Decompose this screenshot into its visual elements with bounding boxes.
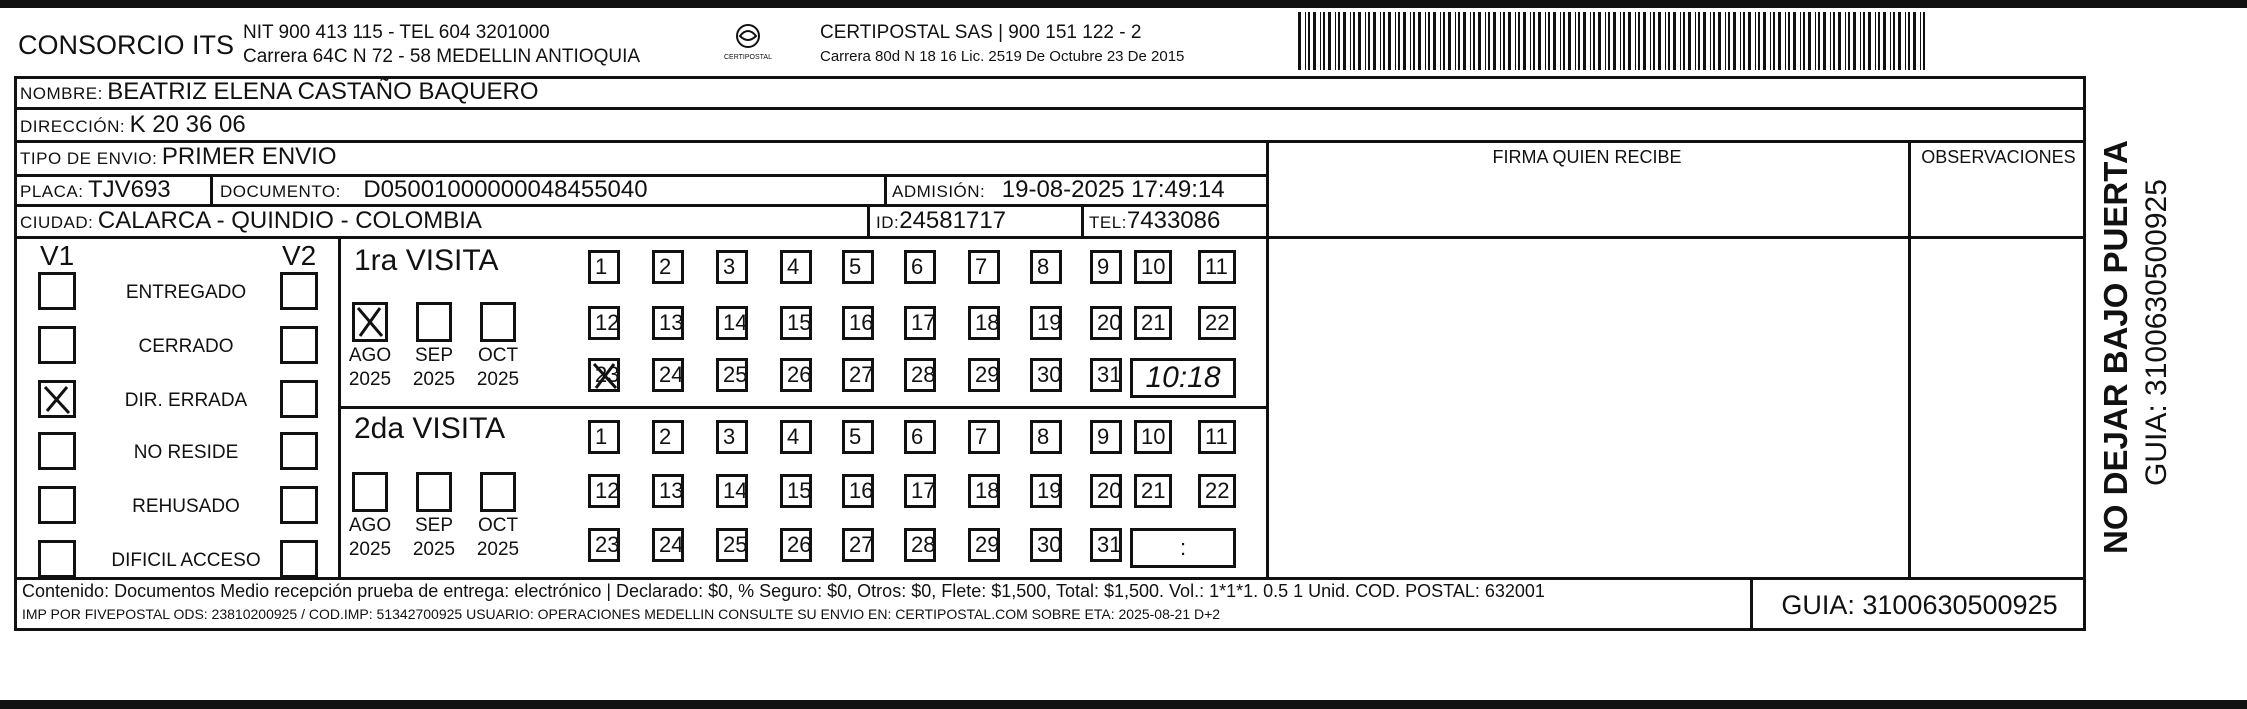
- row-line: [14, 107, 2086, 110]
- day-checkbox[interactable]: 7: [968, 420, 1000, 454]
- firma-label: FIRMA QUIEN RECIBE: [1492, 147, 1682, 167]
- visit-divider: [338, 406, 1268, 409]
- day-checkbox[interactable]: 8: [1030, 420, 1062, 454]
- col-line: [867, 204, 870, 238]
- tipo-row: [20, 143, 337, 171]
- id-value: 24581717: [899, 207, 1007, 234]
- direccion-value: K 20 36 06: [129, 111, 246, 138]
- day-checkbox[interactable]: 9: [1090, 250, 1122, 284]
- day-checkbox[interactable]: 25: [716, 528, 748, 562]
- month-label: OCT: [477, 515, 519, 536]
- footer-line2: IMP POR FIVEPOSTAL ODS: 23810200925 / COD.IMP: 51342700925 USUARIO: OPERACIONES MEDELLIN CONSULTE SU ENVIO EN: CERTIPOSTAL.COM SOBRE ETA: 2025-08-21 D+2: [22, 606, 1221, 622]
- day-checkbox[interactable]: 16: [842, 306, 874, 340]
- day-checkbox[interactable]: 23: [588, 528, 620, 562]
- day-checkbox[interactable]: 9: [1090, 420, 1122, 454]
- v1-checkbox[interactable]: [38, 380, 76, 418]
- day-checkbox[interactable]: 12: [588, 306, 620, 340]
- day-checkbox[interactable]: 26: [780, 528, 812, 562]
- v1-checkbox[interactable]: [38, 272, 76, 310]
- placa-value: TJV693: [87, 176, 171, 203]
- status-label: DIR. ERRADA: [124, 390, 248, 411]
- status-label: ENTREGADO: [125, 282, 247, 303]
- year-label: 2025: [476, 539, 520, 560]
- footer-line1: Contenido: Documentos Medio recepción prueba de entrega: electrónico | Declarado: $0, % Seguro: $0, Otros: $0, Flete: $1,500, Total: $1,500. Vol.: 1*1*1. 0.5 1 Unid. COD. POSTAL: 632001: [22, 581, 1545, 601]
- company-line2: Carrera 64C N 72 - 58 MEDELLIN ANTIOQUIA: [243, 46, 641, 67]
- company-name: CONSORCIO ITS: [18, 30, 235, 60]
- month-label: SEP: [414, 515, 454, 536]
- tipo-label: TIPO DE ENVIO:: [20, 149, 158, 168]
- v1-label: V1: [40, 240, 75, 271]
- logo-caption: CERTIPOSTAL: [724, 54, 772, 61]
- v1-checkbox[interactable]: [38, 540, 76, 578]
- ciudad-label: CIUDAD:: [20, 213, 94, 232]
- side-guia: GUIA: 3100630500925: [2140, 179, 2173, 486]
- row-line: [14, 577, 2086, 580]
- col-line: [884, 174, 887, 206]
- certipostal-line2: Carrera 80d N 18 16 Lic. 2519 De Octubre 23 De 2015: [820, 48, 1185, 65]
- admision-label: ADMISIÓN:: [892, 182, 986, 201]
- day-checkbox[interactable]: 22: [1198, 306, 1236, 340]
- day-checkbox[interactable]: 18: [968, 306, 1000, 340]
- month-checkbox[interactable]: [416, 302, 452, 342]
- day-checkbox[interactable]: 22: [1198, 474, 1236, 508]
- observaciones-label: OBSERVACIONES: [1921, 147, 2076, 167]
- direccion-label: DIRECCIÓN:: [20, 117, 126, 136]
- month-label: OCT: [477, 345, 519, 366]
- day-checkbox[interactable]: 3: [716, 420, 748, 454]
- tel-value: 7433086: [1126, 207, 1221, 234]
- day-checkbox[interactable]: 23: [588, 358, 620, 392]
- day-checkbox[interactable]: 27: [842, 528, 874, 562]
- bottom-border: [0, 700, 2247, 709]
- month-checkbox[interactable]: [480, 302, 516, 342]
- day-checkbox[interactable]: 6: [904, 250, 936, 284]
- tel-label: TEL:: [1089, 213, 1127, 232]
- status-label: NO RESIDE: [133, 442, 239, 463]
- day-checkbox[interactable]: 10: [1134, 250, 1172, 284]
- admision-row: [892, 176, 1225, 204]
- time-box[interactable]: 10:18: [1130, 358, 1236, 398]
- day-checkbox[interactable]: 2: [652, 420, 684, 454]
- col-line: [210, 174, 213, 206]
- nombre-label: NOMBRE:: [20, 84, 103, 103]
- day-checkbox[interactable]: 2: [652, 250, 684, 284]
- day-checkbox[interactable]: 19: [1030, 474, 1062, 508]
- day-checkbox[interactable]: 19: [1030, 306, 1062, 340]
- nombre-row: [20, 78, 539, 106]
- id-row: [876, 207, 1006, 235]
- day-checkbox[interactable]: 17: [904, 306, 936, 340]
- side-warning: NO DEJAR BAJO PUERTA: [2097, 140, 2134, 554]
- day-checkbox[interactable]: 15: [780, 474, 812, 508]
- day-checkbox[interactable]: 16: [842, 474, 874, 508]
- day-checkbox[interactable]: 8: [1030, 250, 1062, 284]
- col-line: [1266, 140, 1269, 579]
- day-checkbox[interactable]: 12: [588, 474, 620, 508]
- day-checkbox[interactable]: 15: [780, 306, 812, 340]
- day-checkbox[interactable]: 27: [842, 358, 874, 392]
- col-line: [1081, 204, 1084, 238]
- id-label: ID:: [876, 213, 900, 232]
- month-checkbox[interactable]: [480, 472, 516, 512]
- year-label: 2025: [412, 539, 456, 560]
- day-checkbox[interactable]: 30: [1030, 358, 1062, 392]
- v2-checkbox[interactable]: [280, 486, 318, 524]
- v2-checkbox[interactable]: [280, 272, 318, 310]
- day-checkbox[interactable]: 18: [968, 474, 1000, 508]
- day-checkbox[interactable]: 10: [1134, 420, 1172, 454]
- day-checkbox[interactable]: 11: [1198, 250, 1236, 284]
- day-checkbox[interactable]: 31: [1090, 528, 1122, 562]
- day-checkbox[interactable]: 29: [968, 358, 1000, 392]
- month-label: AGO: [348, 515, 392, 536]
- year-label: 2025: [412, 369, 456, 390]
- company-line1: NIT 900 413 115 - TEL 604 3201000: [243, 22, 550, 43]
- day-checkbox[interactable]: 13: [652, 306, 684, 340]
- day-checkbox[interactable]: 14: [716, 474, 748, 508]
- nombre-value: BEATRIZ ELENA CASTAÑO BAQUERO: [107, 78, 539, 105]
- day-checkbox[interactable]: 1: [588, 250, 620, 284]
- day-checkbox[interactable]: 21: [1134, 474, 1172, 508]
- v1-checkbox[interactable]: [38, 432, 76, 470]
- day-checkbox[interactable]: 31: [1090, 358, 1122, 392]
- day-checkbox[interactable]: 3: [716, 250, 748, 284]
- day-checkbox[interactable]: 28: [904, 528, 936, 562]
- placa-label: PLACA:: [20, 182, 84, 201]
- month-label: AGO: [348, 345, 392, 366]
- day-checkbox[interactable]: 20: [1090, 306, 1122, 340]
- barcode: [1298, 12, 1930, 70]
- v2-label: V2: [282, 240, 317, 271]
- day-checkbox[interactable]: 5: [842, 250, 874, 284]
- year-label: 2025: [348, 369, 392, 390]
- year-label: 2025: [476, 369, 520, 390]
- month-checkbox[interactable]: [352, 302, 388, 342]
- day-checkbox[interactable]: 6: [904, 420, 936, 454]
- row-line: [14, 236, 2086, 239]
- day-checkbox[interactable]: 13: [652, 474, 684, 508]
- ciudad-value: CALARCA - QUINDIO - COLOMBIA: [97, 207, 482, 234]
- year-label: 2025: [348, 539, 392, 560]
- day-checkbox[interactable]: 20: [1090, 474, 1122, 508]
- day-checkbox[interactable]: 25: [716, 358, 748, 392]
- day-checkbox[interactable]: 28: [904, 358, 936, 392]
- documento-row: [220, 176, 648, 204]
- documento-label: DOCUMENTO:: [220, 182, 341, 201]
- day-checkbox[interactable]: 17: [904, 474, 936, 508]
- day-checkbox[interactable]: 1: [588, 420, 620, 454]
- day-checkbox[interactable]: 4: [780, 250, 812, 284]
- ciudad-row: [20, 207, 482, 235]
- first-visit-title: 1ra VISITA: [354, 244, 499, 277]
- day-checkbox[interactable]: 30: [1030, 528, 1062, 562]
- tel-row: [1089, 207, 1220, 235]
- v2-checkbox[interactable]: [280, 540, 318, 578]
- status-label: DIFICIL ACCESO: [111, 550, 261, 571]
- certipostal-logo: [716, 22, 780, 70]
- v2-checkbox[interactable]: [280, 380, 318, 418]
- status-label: REHUSADO: [132, 496, 240, 517]
- col-line: [1908, 140, 1911, 579]
- day-checkbox[interactable]: 14: [716, 306, 748, 340]
- day-checkbox[interactable]: 29: [968, 528, 1000, 562]
- month-checkbox[interactable]: [352, 472, 388, 512]
- day-checkbox[interactable]: 4: [780, 420, 812, 454]
- tipo-value: PRIMER ENVIO: [161, 143, 337, 170]
- day-checkbox[interactable]: 11: [1198, 420, 1236, 454]
- v1-checkbox[interactable]: [38, 486, 76, 524]
- day-checkbox[interactable]: 5: [842, 420, 874, 454]
- day-checkbox[interactable]: 21: [1134, 306, 1172, 340]
- day-checkbox[interactable]: 24: [652, 528, 684, 562]
- day-checkbox[interactable]: 7: [968, 250, 1000, 284]
- certipostal-line1: CERTIPOSTAL SAS | 900 151 122 - 2: [820, 22, 1142, 43]
- day-checkbox[interactable]: 26: [780, 358, 812, 392]
- second-visit-title: 2da VISITA: [354, 412, 506, 445]
- guia-footer: GUIA: 3100630500925: [1781, 590, 2058, 620]
- v1-checkbox[interactable]: [38, 326, 76, 364]
- day-checkbox[interactable]: 24: [652, 358, 684, 392]
- admision-value: 19-08-2025 17:49:14: [1001, 176, 1225, 203]
- placa-row: [20, 176, 171, 204]
- top-border: [0, 0, 2247, 8]
- month-checkbox[interactable]: [416, 472, 452, 512]
- v2-checkbox[interactable]: [280, 326, 318, 364]
- month-label: SEP: [414, 345, 454, 366]
- documento-value: D05001000000048455040: [363, 176, 648, 203]
- time-box[interactable]: :: [1130, 528, 1236, 568]
- v2-checkbox[interactable]: [280, 432, 318, 470]
- status-label: CERRADO: [138, 336, 234, 357]
- direccion-row: [20, 111, 246, 139]
